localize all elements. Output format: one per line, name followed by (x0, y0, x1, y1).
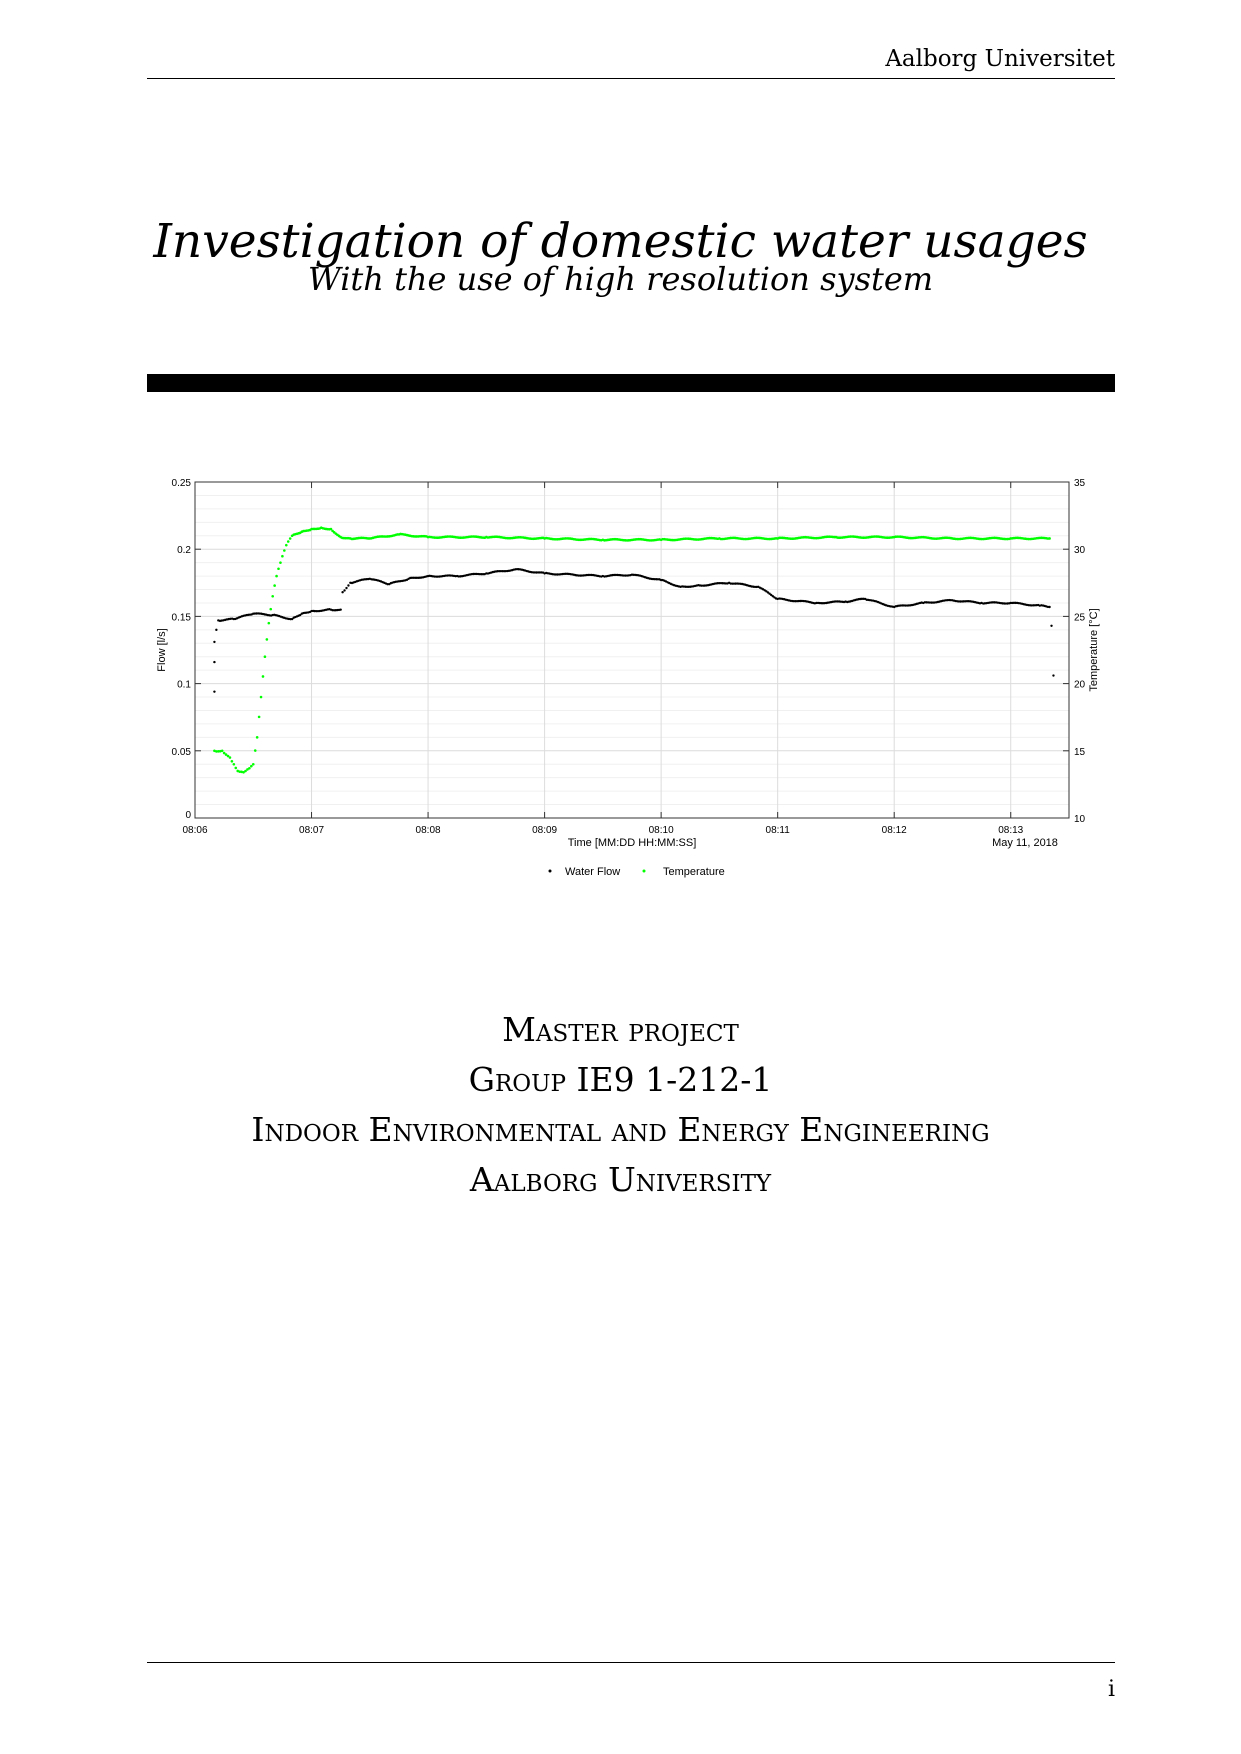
temperature-point (1048, 537, 1051, 540)
y-tick-label-left: 0.25 (171, 478, 191, 489)
title-block (0, 215, 1241, 297)
x-tick-label: 08:07 (299, 825, 325, 836)
temperature-point (252, 763, 255, 766)
water-flow-point (215, 629, 217, 631)
legend-marker-temperature (643, 870, 646, 873)
temperature-point (285, 544, 288, 547)
water-flow-point (1050, 625, 1052, 627)
temperature-point (273, 584, 276, 587)
y-axis-label-right: Temperature [°C] (1088, 608, 1100, 692)
temperature-point (231, 760, 234, 763)
x-tick-label: 08:09 (532, 825, 558, 836)
temperature-point (268, 622, 271, 625)
project-info (0, 1005, 1241, 1205)
water-flow-point (343, 589, 345, 591)
chart-legend (549, 866, 725, 878)
x-tick-label: 08:12 (881, 825, 907, 836)
plot-area-border (195, 482, 1069, 818)
x-tick-label: 08:06 (182, 825, 208, 836)
legend-label-temperature: Temperature (663, 866, 725, 878)
legend-marker-water-flow (549, 870, 552, 873)
document-title: Investigation of domestic water usages (153, 214, 1088, 269)
temperature-point (271, 595, 274, 598)
project-type: Master project (502, 1010, 739, 1049)
water-flow-point (213, 641, 215, 643)
water-flow-point (341, 591, 343, 593)
water-flow-point (1048, 606, 1050, 608)
water-flow-series (213, 568, 1054, 693)
temperature-point (258, 716, 261, 719)
water-flow-point (213, 690, 215, 692)
running-header (147, 40, 1115, 79)
project-group: Group IE9 1-212-1 (468, 1060, 773, 1099)
y-tick-label-right: 20 (1074, 679, 1086, 691)
x-tick-label: 08:08 (415, 825, 441, 836)
temperature-point (248, 767, 251, 770)
temperature-point (256, 736, 259, 739)
y-tick-label-left: 0.15 (171, 612, 191, 624)
temperature-point (233, 763, 236, 766)
y-tick-label-left: 0.05 (171, 746, 191, 758)
temperature-point (289, 537, 292, 540)
x-axis-label: Time [MM:DD HH:MM:SS] (567, 837, 697, 849)
page-footer (147, 1662, 1115, 1723)
temperature-point (277, 567, 280, 570)
temperature-point (281, 555, 284, 558)
temperature-point (234, 767, 237, 770)
temperature-point (229, 756, 232, 759)
temperature-point (266, 638, 269, 641)
temperature-point (260, 696, 263, 699)
page-number: i (1107, 1677, 1115, 1702)
legend-label-water-flow: Water Flow (565, 866, 621, 878)
y-tick-label-right: 25 (1074, 612, 1086, 624)
study-programme: Indoor Environmental and Energy Engineering (251, 1110, 990, 1149)
temperature-point (275, 575, 278, 578)
y-tick-label-left: 0.2 (177, 545, 191, 557)
x-tick-label: 08:13 (998, 825, 1024, 836)
flow-temperature-chart (150, 470, 1110, 890)
header-university: Aalborg Universitet (885, 46, 1115, 72)
y-tick-label-left: 0.1 (177, 679, 191, 691)
water-flow-point (1052, 674, 1054, 676)
y-tick-label-left: 0 (185, 810, 191, 821)
water-flow-point (347, 584, 349, 586)
y-tick-label-right: 15 (1074, 746, 1086, 758)
water-flow-point (339, 608, 341, 610)
document-subtitle: With the use of high resolution system (307, 260, 934, 298)
temperature-point (279, 561, 282, 564)
temperature-point (221, 750, 224, 753)
temperature-point (283, 549, 286, 552)
title-divider-bar (147, 374, 1115, 392)
x-tick-label: 08:10 (648, 825, 674, 836)
x-tick-label: 08:11 (765, 825, 790, 836)
y-axis-label-left: Flow [l/s] (156, 628, 168, 672)
temperature-point (262, 675, 265, 678)
y-tick-label-right: 30 (1074, 545, 1086, 557)
temperature-point (264, 655, 267, 658)
y-tick-label-right: 10 (1074, 814, 1086, 825)
x-axis-date-label: May 11, 2018 (992, 837, 1058, 849)
temperature-point (254, 749, 257, 752)
temperature-point (287, 540, 290, 543)
temperature-series (213, 526, 1051, 773)
chart-grid (195, 482, 1069, 818)
temperature-point (269, 608, 272, 611)
water-flow-point (345, 587, 347, 589)
y-tick-label-right: 35 (1074, 478, 1086, 489)
temperature-point (250, 765, 253, 768)
water-flow-point (213, 661, 215, 663)
university-name: Aalborg University (469, 1160, 772, 1199)
